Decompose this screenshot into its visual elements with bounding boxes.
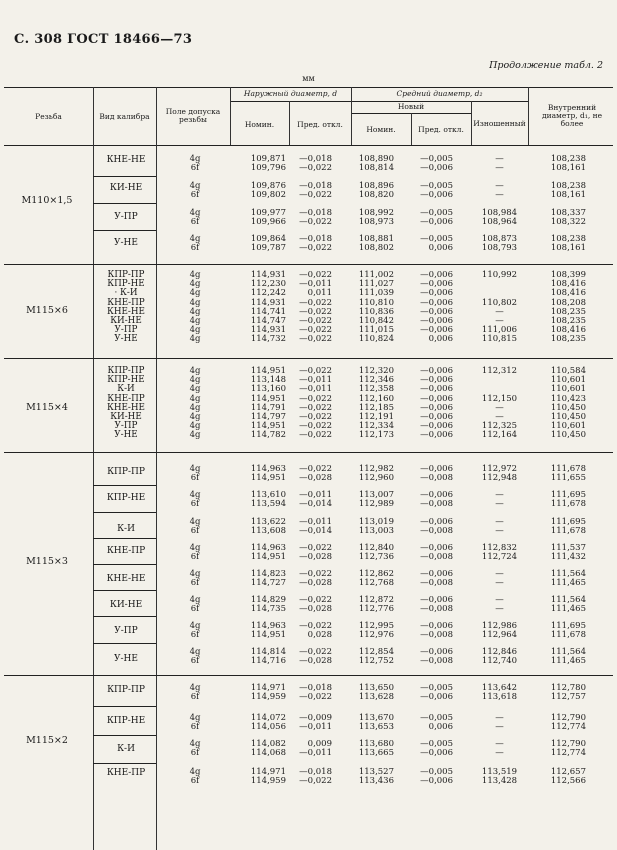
d-nom-cell: 109,871 109,796 <box>250 154 286 174</box>
d2-nom-cell: 113,650 113,628 <box>358 683 394 703</box>
d1-cell: 111,695 111,678 <box>550 621 586 641</box>
gauge-list: КПР-ПР КПР-НЕ · К-И КНЕ-ПР КНЕ-НЕ КИ-НЕ У-ПР У-НЕ <box>107 270 145 345</box>
d2-worn-cell: 112,846 112,740 <box>481 647 518 667</box>
gauge-label: КНЕ-ПР <box>106 546 146 556</box>
gauge-label: У-НЕ <box>114 238 138 248</box>
d2-nom-cell: 108,992 108,973 <box>358 208 394 228</box>
tol-cell: 4g 6f <box>189 154 201 174</box>
col-pitch-worn-header: Изношенный <box>473 119 526 128</box>
col-outer-dev-header: Пред. откл. <box>297 120 343 129</box>
col-pitch-dev-header: Пред. откл. <box>418 125 464 134</box>
gauge-label: КПР-ПР <box>107 467 145 477</box>
d-nom-cell: 114,963 114,951 <box>250 543 286 563</box>
d1-cell: 111,564 111,465 <box>550 595 586 615</box>
d2-nom-cell: 112,982 112,960 <box>358 464 394 484</box>
thread-label: М115×2 <box>26 735 68 746</box>
thread-label: М115×3 <box>26 556 68 567</box>
tol-cell: 4g 6f <box>189 569 201 589</box>
d1-cell: 111,564 111,465 <box>550 569 586 589</box>
d-dev-cell: —0,018 —0,022 <box>299 208 332 228</box>
d2-dev-cell: —0,006 —0,008 <box>420 517 453 537</box>
tol-cell: 4g 6f <box>189 490 201 510</box>
d2-nom-cell: 108,890 108,814 <box>358 154 394 174</box>
d2-worn-cell: 113,519 113,428 <box>481 767 518 787</box>
row-rule <box>93 735 156 736</box>
gauge-label: КНЕ-ПР <box>106 768 146 778</box>
d1-cell: 112,790 112,774 <box>550 713 586 733</box>
table-top-rule <box>4 87 613 88</box>
d-dev-cell: —0,022 —0,028 <box>299 647 332 667</box>
row-rule <box>93 763 156 764</box>
d2-dev-cell: —0,005 0,006 <box>420 713 453 733</box>
tol-cell: 4g 6f <box>189 208 201 228</box>
col-outer-header: Наружный диаметр, d <box>243 89 338 98</box>
d2-worn-cell: 112,312 112,150 — — 112,325 112,164 <box>481 366 518 441</box>
d2-worn-cell: 112,972 112,948 <box>481 464 518 484</box>
d-dev-cell: —0,022 —0,028 <box>299 543 332 563</box>
d-nom-cell: 109,977 109,966 <box>250 208 286 228</box>
d1-cell: 112,780 112,757 <box>550 683 586 703</box>
gauge-label: КПР-НЕ <box>106 493 146 503</box>
page-title: С. 308 ГОСТ 18466—73 <box>14 32 193 47</box>
d1-cell: 108,399 108,416 108,416 108,208 108,235 108,235 108,416 108,235 <box>550 270 586 345</box>
d-nom-cell: 114,971 114,959 <box>250 767 286 787</box>
d2-worn-cell: — — <box>495 739 504 759</box>
col-pitch-nom-header: Номин. <box>366 125 396 134</box>
d-dev-cell: —0,009 —0,011 <box>299 713 332 733</box>
d-nom-cell: 114,951 113,148 113,160 114,951 114,791 114,797 114,951 114,782 <box>250 366 286 441</box>
tol-cell: 4g 6f <box>189 234 201 254</box>
group-rule <box>4 452 613 453</box>
col-gauge-header: Вид калибра <box>99 112 150 121</box>
d2-dev-cell: —0,006 —0,008 <box>420 595 453 615</box>
d2-nom-cell: 113,007 112,989 <box>358 490 394 510</box>
d1-cell: 111,564 111,465 <box>550 647 586 667</box>
d-nom-cell: 114,082 114,068 <box>250 739 286 759</box>
d2-dev-cell: —0,005 —0,006 <box>420 767 453 787</box>
d2-nom-cell: 112,840 112,736 <box>358 543 394 563</box>
d2-worn-cell: — — <box>495 154 504 174</box>
row-rule <box>93 564 156 565</box>
d2-worn-cell: 112,832 112,724 <box>481 543 518 563</box>
thread-label: М115×4 <box>26 402 68 413</box>
d2-worn-cell: — — <box>495 569 504 589</box>
group-rule <box>4 358 613 359</box>
unit-label: мм <box>302 74 315 83</box>
d-nom-cell: 113,610 113,594 <box>250 490 286 510</box>
d-dev-cell: —0,018 —0,022 <box>299 154 332 174</box>
d2-worn-cell: 110,992 110,802 — — 111,006 110,815 <box>481 270 518 345</box>
d2-dev-cell: —0,005 —0,006 <box>420 154 453 174</box>
d-nom-cell: 114,931 112,230 112,242 114,931 114,741 114,747 114,931 114,732 <box>250 270 286 345</box>
tol-cell: 4g 6f <box>189 464 201 484</box>
d2-worn-cell: — — <box>495 181 504 201</box>
tol-cell: 4g 6f <box>189 647 201 667</box>
tol-cell: 4g 6f <box>189 517 201 537</box>
continuation-note: Продолжение табл. 2 <box>489 60 603 71</box>
d2-nom-cell: 112,995 112,976 <box>358 621 394 641</box>
d1-cell: 112,657 112,566 <box>550 767 586 787</box>
gauge-label: КПР-НЕ <box>106 716 146 726</box>
d2-nom-cell: 112,854 112,752 <box>358 647 394 667</box>
tol-cell: 4g 6f <box>189 739 201 759</box>
thread-label: М110×1,5 <box>21 195 73 206</box>
d1-cell: 111,537 111,432 <box>550 543 586 563</box>
row-rule <box>93 643 156 644</box>
d2-dev-cell: —0,005 —0,006 <box>420 181 453 201</box>
d2-worn-cell: — — <box>495 517 504 537</box>
d-nom-cell: 113,622 113,608 <box>250 517 286 537</box>
d-nom-cell: 114,971 114,959 <box>250 683 286 703</box>
d1-cell: 108,238 108,161 <box>550 154 586 174</box>
d-nom-cell: 114,829 114,735 <box>250 595 286 615</box>
d2-nom-cell: 113,527 113,436 <box>358 767 394 787</box>
gauge-label: КИ-НЕ <box>109 600 143 610</box>
d1-cell: 111,678 111,655 <box>550 464 586 484</box>
gauge-label: КНЕ-НЕ <box>106 155 146 165</box>
d2-worn-cell: 112,986 112,964 <box>481 621 518 641</box>
d2-dev-cell: —0,006 —0,008 <box>420 621 453 641</box>
tol-cell: 4g 6f <box>189 181 201 201</box>
d2-dev-cell: —0,006 —0,008 <box>420 543 453 563</box>
thread-label: М115×6 <box>26 305 68 316</box>
gauge-label: У-ПР <box>114 212 138 222</box>
tol-cell: 4g 6f <box>189 543 201 563</box>
gauge-list: КПР-ПР КПР-НЕ К-И КНЕ-ПР КНЕ-НЕ КИ-НЕ У-ПР У-НЕ <box>107 366 145 441</box>
d2-nom-cell: 111,002 111,027 111,039 110,810 110,836 110,842 111,015 110,824 <box>358 270 394 345</box>
d1-cell: 111,695 111,678 <box>550 517 586 537</box>
tol-cell: 4g 6f <box>189 683 201 703</box>
gauge-label: КНЕ-НЕ <box>106 574 146 584</box>
d1-cell: 108,238 108,161 <box>550 234 586 254</box>
d2-nom-cell: 113,019 113,003 <box>358 517 394 537</box>
d2-dev-cell: —0,005 0,006 <box>420 234 453 254</box>
d1-cell: 108,238 108,161 <box>550 181 586 201</box>
d2-worn-cell: — — <box>495 713 504 733</box>
d2-nom-cell: 113,670 113,653 <box>358 713 394 733</box>
header-bottom-rule <box>4 145 613 146</box>
d2-dev-cell: —0,006 —0,008 <box>420 569 453 589</box>
d1-cell: 112,790 112,774 <box>550 739 586 759</box>
header-sub-rule <box>230 101 528 102</box>
header-col-line <box>528 87 529 145</box>
d-nom-cell: 114,814 114,716 <box>250 647 286 667</box>
d-dev-cell: —0,018 —0,022 <box>299 767 332 787</box>
d2-worn-cell: 108,984 108,964 <box>481 208 518 228</box>
gauge-label: У-НЕ <box>114 654 138 664</box>
row-rule <box>93 512 156 513</box>
d1-cell: 111,695 111,678 <box>550 490 586 510</box>
d-dev-cell: —0,022 0,028 <box>299 621 332 641</box>
d-dev-cell: —0,018 —0,022 <box>299 683 332 703</box>
d1-cell: 110,584 110,601 110,601 110,423 110,450 110,450 110,601 110,450 <box>550 366 586 441</box>
tol-cell: 4g 6f <box>189 713 201 733</box>
col-inner-header: Внутренний диаметр, d₁, не более <box>541 103 603 128</box>
row-rule <box>93 230 156 231</box>
gauge-label: КПР-ПР <box>107 685 145 695</box>
d2-worn-cell: 108,873 108,793 <box>481 234 518 254</box>
d2-nom-cell: 108,881 108,802 <box>358 234 394 254</box>
d2-nom-cell: 112,320 112,346 112,358 112,160 112,185 112,191 112,334 112,173 <box>358 366 394 441</box>
header-col-line <box>156 87 157 145</box>
d-dev-cell: —0,022 —0,028 <box>299 569 332 589</box>
col-tolerance-header: Поле допуска резьбы <box>165 107 221 124</box>
d-nom-cell: 109,876 109,802 <box>250 181 286 201</box>
d2-nom-cell: 112,862 112,768 <box>358 569 394 589</box>
d1-cell: 108,337 108,322 <box>550 208 586 228</box>
d2-dev-cell: —0,006 —0,008 <box>420 647 453 667</box>
d-nom-cell: 114,823 114,727 <box>250 569 286 589</box>
col-outer-nom-header: Номин. <box>244 120 275 129</box>
d-nom-cell: 109,864 109,787 <box>250 234 286 254</box>
d2-dev-cell: —0,005 —0,006 <box>420 739 453 759</box>
row-rule <box>93 485 156 486</box>
gauge-label: К-И <box>117 744 135 754</box>
d2-worn-cell: 113,642 113,618 <box>481 683 518 703</box>
col-pitch-new-header: Новый <box>397 102 425 111</box>
group-rule <box>4 264 613 265</box>
d-dev-cell: —0,022 —0,028 <box>299 595 332 615</box>
d-dev-cell: —0,011 —0,014 <box>299 490 332 510</box>
d-dev-cell: —0,022 —0,011 —0,011 —0,022 —0,022 —0,022 —0,022 —0,022 <box>299 366 332 441</box>
row-rule <box>93 203 156 204</box>
d2-dev-cell: —0,006 —0,008 <box>420 490 453 510</box>
d2-dev-cell: —0,005 —0,006 <box>420 683 453 703</box>
row-rule <box>93 706 156 707</box>
d2-nom-cell: 108,896 108,820 <box>358 181 394 201</box>
tol-cell: 4g 6f <box>189 767 201 787</box>
tol-cell: 4g 4g 4g 4g 4g 4g 4g 4g <box>189 366 201 441</box>
d2-dev-cell: —0,006 —0,008 <box>420 464 453 484</box>
tol-cell: 4g 4g 4g 4g 4g 4g 4g 4g <box>189 270 201 345</box>
d-nom-cell: 114,963 114,951 <box>250 621 286 641</box>
d2-dev-cell: —0,006 —0,006 —0,006 —0,006 —0,006 —0,006 —0,006 —0,006 <box>420 366 453 441</box>
tol-cell: 4g 6f <box>189 595 201 615</box>
body-col-line <box>156 145 157 850</box>
d-dev-cell: —0,011 —0,014 <box>299 517 332 537</box>
d-dev-cell: —0,022 —0,011 0,011 —0,022 —0,022 —0,022 —0,022 —0,022 <box>299 270 332 345</box>
group-rule <box>4 675 613 676</box>
gauge-label: У-ПР <box>114 626 138 636</box>
tol-cell: 4g 6f <box>189 621 201 641</box>
d-dev-cell: —0,018 —0,022 <box>299 181 332 201</box>
d-dev-cell: —0,018 —0,022 <box>299 234 332 254</box>
col-pitch-header: Средний диаметр, d₂ <box>396 89 483 98</box>
d2-dev-cell: —0,006 —0,006 —0,006 —0,006 —0,006 —0,006 —0,006 0,006 <box>420 270 453 345</box>
body-col-line <box>93 145 94 850</box>
d-dev-cell: 0,009 —0,011 <box>299 739 332 759</box>
d-nom-cell: 114,963 114,951 <box>250 464 286 484</box>
d-nom-cell: 114,072 114,056 <box>250 713 286 733</box>
d-dev-cell: —0,022 —0,028 <box>299 464 332 484</box>
col-thread-header: Резьба <box>35 112 62 121</box>
row-rule <box>93 616 156 617</box>
gauge-label: КИ-НЕ <box>109 183 143 193</box>
d2-nom-cell: 112,872 112,776 <box>358 595 394 615</box>
row-rule <box>93 590 156 591</box>
row-rule <box>93 176 156 177</box>
d2-worn-cell: — — <box>495 490 504 510</box>
d2-nom-cell: 113,680 113,665 <box>358 739 394 759</box>
d2-worn-cell: — — <box>495 595 504 615</box>
gauge-label: К-И <box>117 524 135 534</box>
row-rule <box>93 538 156 539</box>
d2-dev-cell: —0,005 —0,006 <box>420 208 453 228</box>
